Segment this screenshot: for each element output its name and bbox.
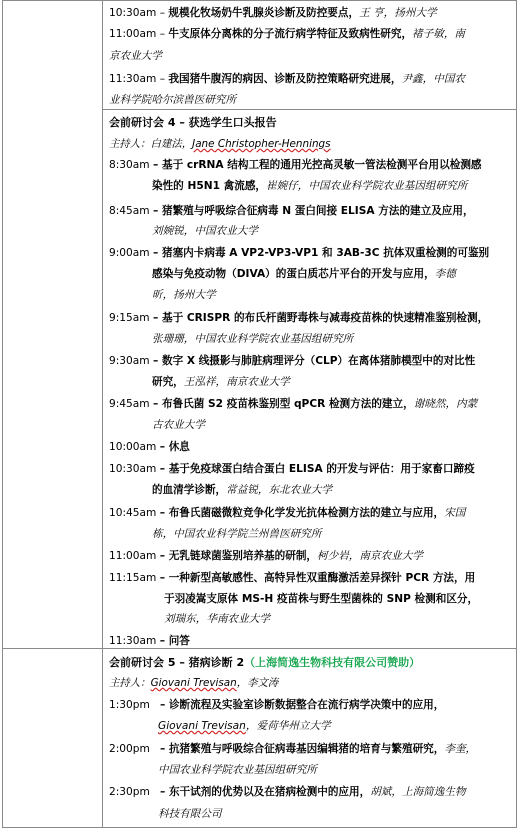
talk-author: 栋，中国农业科学院兰州兽医研究所 [152,528,322,540]
talk-author: 刘瑞东，华南农业大学 [164,613,270,625]
left-column-divider [2,648,103,649]
talk-author: 刘婉锐，中国农业大学 [152,225,258,237]
talk-line: 研究，王泓祥，南京农业大学 [152,376,290,388]
table-left-column [2,0,103,828]
talk-line: 10:45am – 布鲁氏菌磁微粒竞争化学发光抗体检测方法的建立与应用，宋国 [109,507,466,519]
talk-line: 9:45am – 布鲁氏菌 S2 疫苗株鉴别型 qPCR 检测方法的建立，谢晓然，内蒙 [109,398,478,410]
talk-line: 10:00am – 休息 [109,441,190,453]
talk-line: 10:30am – 基于免疫球蛋白结合蛋白 ELISA 的开发与评估：用于家畜口蹄疫 [109,463,475,475]
talk-line: 1:30pm – 诊断流程及实验室诊断数据整合在流行病学决策中的应用， [109,699,445,711]
talk-author: 古农业大学 [152,419,205,431]
talk-line: 8:30am – 基于 crRNA 结构工程的通用光控高灵敏一管法检测平台用以检测感 [109,159,482,171]
session-header: 会前研讨会 4 – 获选学生口头报告 [109,116,277,129]
talk-line: 11:15am – 一种新型高敏感性、高特异性双重酶激活差异探针 PCR 方法，用 [109,572,476,584]
talk-line: 感染与免疫动物（DIVA）的蛋白质芯片平台的开发与应用，李德 [152,268,456,280]
talk-line: 10:30am – 规模化牧场奶牛乳腺炎诊断及防控要点，王 亨，扬州大学 [109,7,437,19]
talk-line: 2:30pm – 东干试剂的优势以及在猪病检测中的应用，胡斌，上海简逸生物 [109,786,466,798]
talk-line: 染性的 H5N1 禽流感，崔婉仔，中国农业科学院农业基因组研究所 [152,180,468,192]
talk-author: 张珊珊，中国农业科学院农业基因组研究所 [152,333,354,345]
talk-line: 8:45am – 猪繁殖与呼吸综合征病毒 N 蛋白间接 ELISA 方法的建立及应用， [109,205,474,217]
talk-line: 11:30am – 我国猪牛腹泻的病因、诊断及防控策略研究进展，尹鑫，中国农 [109,73,466,85]
talk-author: Giovani Trevisan，爱荷华州立大学 [158,720,331,732]
row-divider [103,648,517,649]
sponsor-note: （上海简逸生物科技有限公司赞助） [244,656,421,669]
talk-author: 昕，扬州大学 [152,289,216,301]
talk-author: 中国农业科学院农业基因组研究所 [158,764,317,776]
talk-line: 9:00am – 猪塞内卡病毒 A VP2-VP3-VP1 和 3AB-3C 抗体双重检测的可鉴别 [109,247,490,259]
talk-line: 11:30am – 问答 [109,635,190,647]
talk-line: 9:15am – 基于 CRISPR 的布氏杆菌野毒株与减毒疫苗株的快速精准鉴别检测， [109,312,489,324]
session-chair: 主持人：Giovani Trevisan，李文涛 [109,677,279,689]
talk-line: 11:00am – 无乳链球菌鉴别培养基的研制，柯少岩，南京农业大学 [109,550,423,562]
session-header: 会前研讨会 5 – 猪病诊断 2（上海简逸生物科技有限公司赞助） [109,656,421,669]
talk-author: 科技有限公司 [158,808,222,820]
row-divider [103,109,517,110]
talk-line: 9:30am – 数字 X 线摄影与肺脏病理评分（CLP）在离体猪肺模型中的对比性 [109,355,476,367]
talk-author: 业科学院哈尔滨兽医研究所 [109,94,237,106]
talk-author: 京农业大学 [109,50,162,62]
talk-line: 于羽凌嵩支原体 MS-H 疫苗株与野生型菌株的 SNP 检测和区分， [164,593,479,605]
talk-line: 11:00am – 牛支原体分离株的分子流行病学特征及致病性研究，褚子敏，南 [109,28,466,40]
session-chair: 主持人：白建法，Jane Christopher-Hennings [109,138,331,150]
talk-line: 的血清学诊断，常益锐，东北农业大学 [152,484,333,496]
talk-line: 2:00pm – 抗猪繁殖与呼吸综合征病毒基因编辑猪的培育与繁殖研究，李奎， [109,743,477,755]
